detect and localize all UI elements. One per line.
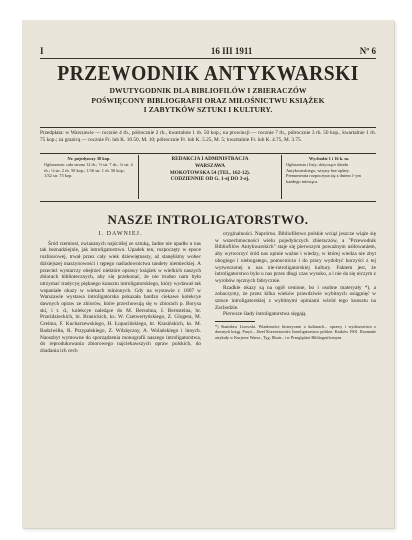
section-title: I. DAWNIEJ. [98,231,143,237]
info-box [40,155,376,199]
subtitle-line: I ZABYTKÓW SZTUKI I KULTURY. [143,105,273,115]
article-heading: NASZE INTROLIGATORSTWO. [107,212,309,227]
issue-date: 16 III 1911 [210,46,253,56]
divider [40,153,376,154]
masthead-title: PRZEWODNIK ANTYKWARSKI [57,61,359,85]
divider [40,201,376,202]
subtitle-line: DWUTYGODNIK DLA BIBLIOFILÓW I ZBIERACZÓW [109,86,307,95]
editorial-line: WARSZAWA [195,162,225,169]
editorial-line: CODZIENNIE OD G. 1-ej DO 3-ej. [170,176,250,183]
masthead-subtitle [40,86,376,115]
column-right [215,231,376,523]
editorial-line: MOKOTOWSKA 54 (TEL. 162-12). [169,169,251,176]
paragraph: Śród rzemiosł, zwiazanych najściślej ze sztuką, żadne nie upadło u nas tak beznadziejnie, jak introligatorstwo. Upadek ten, rozpoczęty w epoce rozbiorowej, trwał przez cały wiek dziewiętnasty, aż stanęliśmy wobec dzisiejszej maszynowości i tępego naśladownictwa tandety niemieckiej. A przecież wystarczy obejrzeć niektóre oprawy książek w wielkich naszych zbiorach bibliotecznych, aby się przekonać, że nie trudno nam było utrzymać tradycyę pięknego kunsztu introligatorskiego, który wydawał tak wspaniałe okazy w wiekach minionych. Gdy na wystawie r. 1807 w Warszawie wystawa introligatorska pokazała bardzo ciekawe kolekcye dawnych opraw ze zbiorów, które przechowują się w zbiorach p. Borysa ski, i t. d., kolekcye należące do M. Bersohna, I. Bernsteina, hr. Przeździeckich, hr. Branickich, ks. W. Czetwertyńskiego, Z. Glogera, M. Greima, F. Kucharzewskiego, H. Łopacińskiego, hr. Krasińskich, ks. M. Radziwiłła, R. Przypałskiego, Z. Wdzięczny, A. Wolańskiego i innych. Naoszbyt wymowne do sporządzenia monografii naszego introligatorstwa, do reprodukowania zbiorowego najciekawszych opraw polskich, do zbadania ich cech [40,240,201,354]
footnote-rule [215,321,255,322]
footnote: *) Stanisław Lisowski. Wiadomości historyczne o kulturach... oprawy i wydawnictwa z dawnych ksiąg. Paryż... Józef Korzeniowski: Introligatorstwo polskie. Kraków 1901. Rozmaite artykuły w Kurjerze Warsz., Tyg. Illustr., i w Przeglądzie Bibliograficznym. [215,324,376,340]
info-right [282,155,376,199]
divider [40,58,376,59]
info-left [40,155,139,199]
divider [40,127,376,128]
publication-frequency: Wychodzi 1 i 16 k. m. [308,156,350,161]
issue-number: Nº 6 [359,46,376,56]
ads-note: Ogłoszenia i listy, dotyczące działu Antykwarskiego, wtryny bez opłaty. Prenumerata rozpoczyna się z dniem 1-ym każdego miesiąca. [286,162,361,184]
column-left [40,231,201,523]
issue-line [40,46,376,56]
newspaper-page [22,20,394,528]
paragraph: Rzadkie okazy są na ogół cenione, bo i osobne materyały *), a zobaczymy, że przez kilka wieków prawdziwie wybitnych osiągnięć w sztuce introligatorskiej z wybitnymi opiniami wśród tego kunsztu na Zachodzie. [215,284,376,311]
editorial-line: REDAKCJA I ADMINISTRACJA [171,156,249,162]
subtitle-line: POŚWIĘCONY BIBLIOGRAFII ORAZ MIŁOŚNICTWU KSIĄŻEK [91,95,325,105]
paragraph: Pierwsze ślady introligatorstwa sięgają [223,311,306,318]
single-issue-price: Nr. pojedynczy 30 kop. [67,156,111,161]
article-body [40,231,376,523]
paragraph: oryginalności. Naprórno. Bibliofilstwo polskie wciąż jeszcze wiąże się w wszechmocności wielu pojedyńczych zbieraczów, a "Przewodnik Bibliofilów Antykwarskich" staje się pierwszym poważnym usiłowaniem, aby wytworzyć śród nas opinie ważne i wiedzy, w której wiedza nie zbyt ubogiego i niebogatego, pomocniczo i do pracy wydobyć korzyści z tej wytworzonej u nas nie-introligatorskiej kultury. Faktem jest, że introligatorstwo było u nas przez długi czas wysoko, a i nie da się niczym z wyrobów ręcznych fabrycznie. [215,231,376,284]
subscription-text: Przedpłata: w Warszawie — rocznie 4 rb., półrocznie 2 rb., kwartalnie 1 rb. 50 kop.; na prowincji — rocznie 7 rb., półrocznie 3 rb. 50 kop., kwartalnie 1 rb. 75 kop.; za granicą — rocznie Fr. lub K. 10.50, M. 10; półrocznie Fr. lub K. 5.25, M. 5; kwartalnie Fr. lub K. 4.75, M. 3.75. [40,130,376,143]
ad-rates: Ogłoszenia: cała strona 12 rb.; ½ str. 7 rb.; ¼ str. 4 rb.; ⅛ str. 2 rb. 50 kop.; 1/16 str. 1 rb. 50 kop.; 1/32 str. 75 kop. [44,162,133,179]
info-editorial [139,155,282,199]
issue-volume: I [40,46,44,56]
